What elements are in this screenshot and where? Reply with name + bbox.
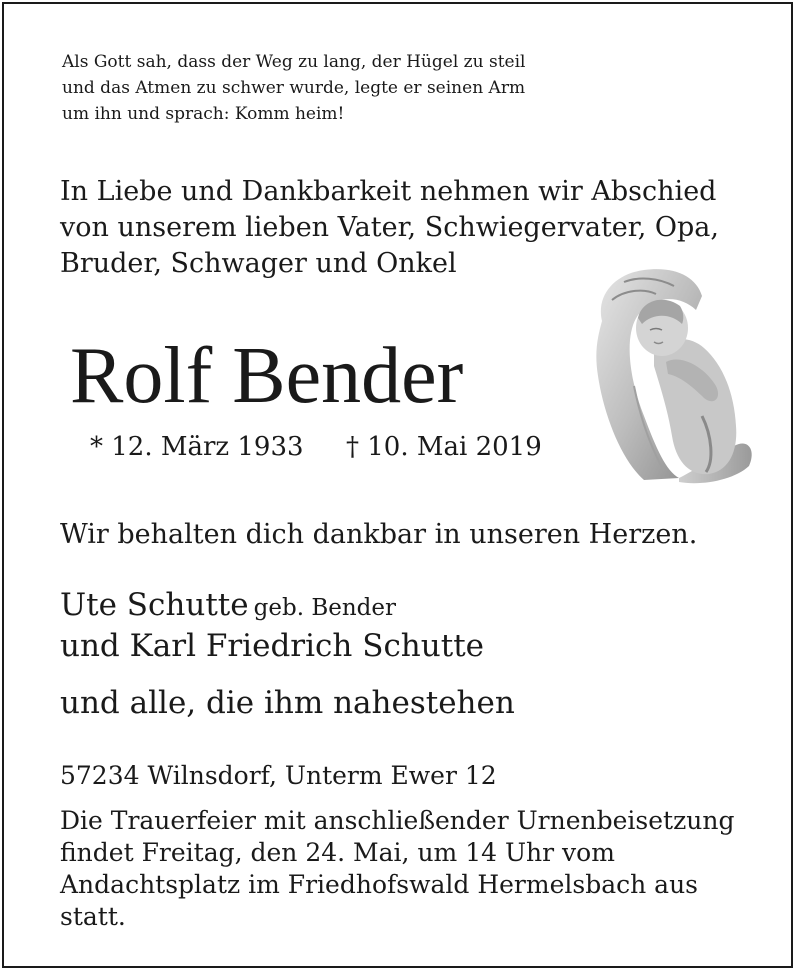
mourners-others: und alle, die ihm nahestehen <box>60 685 515 721</box>
ceremony-line: Die Trauerfeier mit anschließender Urnenbeisetzung <box>60 806 735 835</box>
quote-line: und das Atmen zu schwer wurde, legte er seinen Arm <box>62 78 526 98</box>
ceremony-info <box>60 805 734 933</box>
quote-block <box>62 49 525 127</box>
maiden-name-note: geb. Bender <box>253 595 397 621</box>
birth-date: * 12. März 1933 <box>90 432 304 462</box>
obituary-notice <box>2 2 793 968</box>
closing-line: Wir behalten dich dankbar in unseren Herzen. <box>60 519 698 550</box>
death-date: † 10. Mai 2019 <box>346 432 542 462</box>
hand-holding-child-sculpture-icon <box>584 266 764 496</box>
intro-line: In Liebe und Dankbarkeit nehmen wir Abschied <box>60 176 717 207</box>
deceased-name: Rolf Bender <box>70 332 464 420</box>
quote-line: Als Gott sah, dass der Weg zu lang, der Hügel zu steil <box>62 52 526 72</box>
quote-line: um ihn und sprach: Komm heim! <box>62 104 345 124</box>
mourner-name: Ute Schutte <box>60 587 249 623</box>
mourner-secondary: und Karl Friedrich Schutte <box>60 628 484 664</box>
ceremony-line: findet Freitag, den 24. Mai, um 14 Uhr vom <box>60 838 615 867</box>
intro-line: Bruder, Schwager und Onkel <box>60 248 457 279</box>
ceremony-line: Andachtsplatz im Friedhofswald Hermelsbach aus <box>60 870 699 899</box>
ceremony-line: statt. <box>60 902 126 931</box>
family-address: 57234 Wilnsdorf, Unterm Ewer 12 <box>60 761 497 790</box>
mourner-primary <box>60 587 396 623</box>
intro-line: von unserem lieben Vater, Schwiegervater, Opa, <box>60 212 719 243</box>
